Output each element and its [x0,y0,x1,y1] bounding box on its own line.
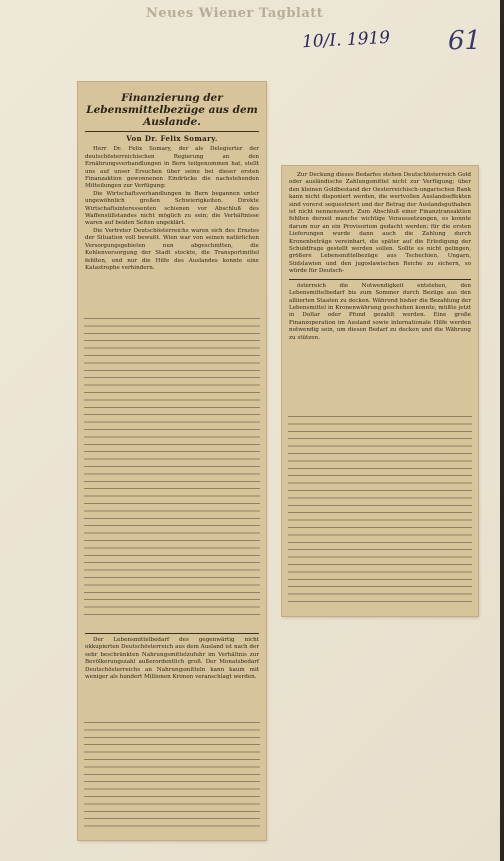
article-paragraph-1: Die Wirtschaftsverhandlungen in Bern begannen unter ungewöhnlich großen Schwierigkeiten. Direkte Wirtschaftsinteressenten schienen vor Abschluß des Waffenstillstandes nicht möglich zu sein; die Verhältnisse waren auf beiden Seiten ungeklärt. [85,190,259,227]
clipping-left [78,82,266,840]
article-column-left-bottom [85,630,259,681]
article-text-block-right [288,416,472,608]
article-text-block [84,318,260,618]
article-text-block-bottom [84,722,260,832]
article-intro: Herr Dr. Felix Somary, der als Delegierter der deutschösterreichischen Regierung an den Ernährungsverhandlungen in Bern teilgenommen hat, stellt uns auf unser Ersuchen über seine bei dieser ersten Finanzaktion gewonnenen Eindrücke die nachstehenden Mitteilungen zur Verfügung: [85,146,259,190]
article-byline: Von Dr. Felix Somary. [126,134,218,143]
sheet-edge [500,0,504,861]
headline-rule [85,131,259,132]
article-continuation-1: Zur Deckung dieses Bedarfes stehen Deutschösterreich Gold oder ausländische Zahlungsmittel nicht zur Verfügung; über den kleinen Goldbestand der Oesterreichisch-ungarischen Bank kann nicht disponiert werden, die wertvollen Auslandseffekten sind vorerst sequestriert und der Betrag der Auslandsguthaben ist nicht nennenswert. Zum Abschluß einer Finanztransaktion fehlten derzeit manche wichtige Voraussetzungen, es konnte darum nur an ein Provisorium gedacht werden; für die ersten Lieferungen wurde dann auch die Zahlung durch Kronenbeträge vereinbart, die später auf die Erledigung der Schuldfrage gestellt werden sollen. Sollte es nicht gelingen, größere Lebensmittelbezüge aus Tschechien, Ungarn, Südslawien und den jugoslawischen Reiche zu sichern, so würde für Deutsch- [289,172,471,275]
article-continuation-2: österreich die Notwendigkeit entstehen, den Lebensmittelbedarf bis zum Sommer durch Bezüge aus den alliierten Staaten zu decken. Während bisher die Bezahlung der Lebensmittel in Kronenwährung geschehen konnte, müßte jetzt in Dollar oder Pfund gezahlt werden. Eine große Finanzoperation im Ausland sowie internationale Hilfe werden notwendig sein, um diesen Bedarf zu decken und die Währung zu stützen. [289,282,471,341]
page-number: 61 [448,26,482,56]
clipping-right [282,166,478,616]
handwritten-date: 10/I. 1919 [301,27,391,53]
column-break-rule [289,279,471,280]
article-headline: Finanzierung der Lebensmittelbezüge aus dem Auslande. [86,92,258,128]
article-column-left [85,88,259,272]
article-column-right-top [289,172,471,342]
section-rule [85,633,259,634]
article-paragraph-3: Der Lebensmittelbedarf des gegenwärtig nicht okkupierten Deutschösterreich aus dem Ausland ist nach der sehr beschränkten Nahrungsmittelzufuhr im Verhältnis zur Bevölkerungszahl außerordentlich groß. Der Monatsbedarf Deutschösterreichs an Nahrungsmitteln kann kaum mit weniger als hundert Millionen Kronen veranschlagt werden. [85,637,259,681]
newspaper-masthead: Neues Wiener Tagblatt [146,6,324,21]
article-paragraph-2: Die Vertreter Deutschösterreichs waren sich des Ernstes der Situation voll bewußt. Wien war von seinen natürlichen Versorgungsgebieten nun abgeschnitten, die Kohlenversorgung der Stadt stockte, die Transportmittel fehlten, und nur die Hilfe des Auslandes konnte eine Katastrophe verhindern. [85,227,259,271]
